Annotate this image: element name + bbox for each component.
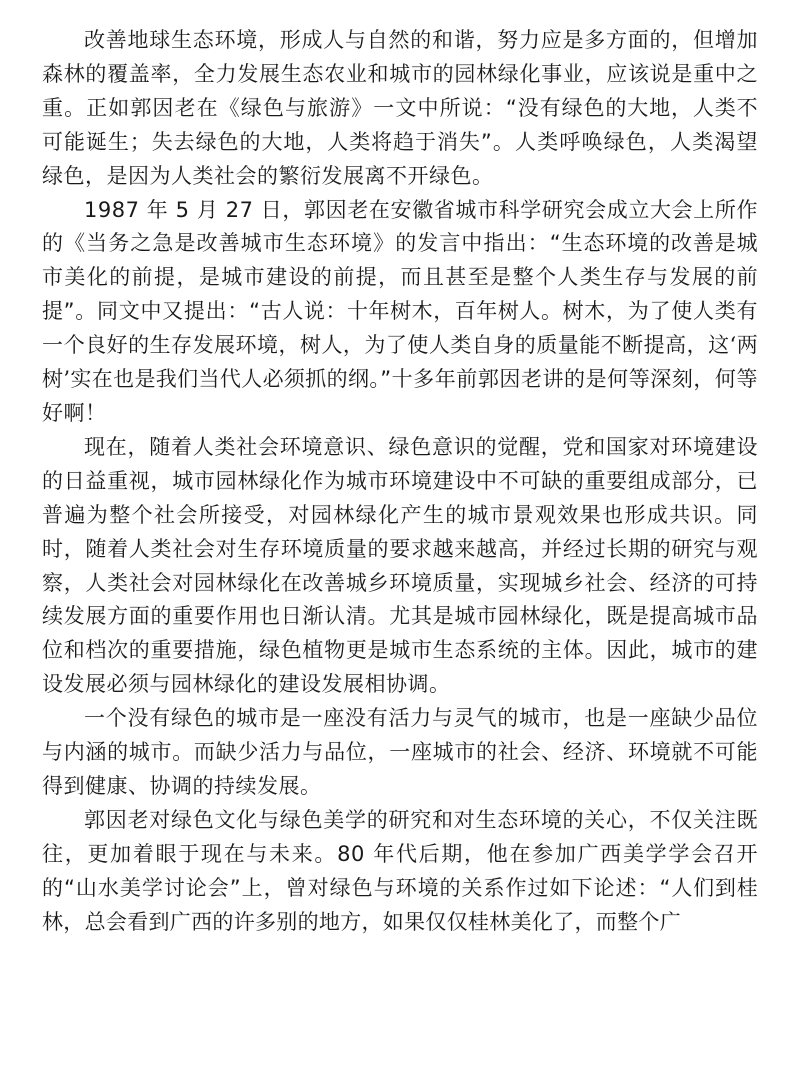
quoted-text: 古人说：十年树木，百年树人。 xyxy=(260,299,563,324)
paragraph xyxy=(42,194,758,431)
paragraph xyxy=(42,24,758,194)
body-text: 一个没有绿色的城市是一座没有活力与灵气的城市，也是一座缺少品位与内涵的城市。而缺少活力与品位，一座城市的社会、经济、环境就不可能得到健康、协调的持续发展。 xyxy=(42,706,758,798)
body-text: 郭因老对绿色文化与绿色美学的研究和对生态环境的关心，不仅关注既往，更加着眼于现在与未来。80 年代后期，他在参加广西美学学会召开的“山水美学讨论会”上，曾对绿色与环境的关系作过如下论述：“ xyxy=(42,807,758,900)
quoted-text: 个良好的生存发展环境，树人，为了使人类自身的质量能不断提高，这‘两树’实在也是我们当代人必须抓的纲。 xyxy=(42,333,759,392)
quoted-text: 生态环境的改善是城市美化的前提，是城市建设的前提，而且甚至是整个人类生存与发展的前提 xyxy=(42,231,758,324)
paragraph xyxy=(42,431,758,702)
body-text: ”。人类呼唤绿色，人类渴望绿色，是因为人类社会的繁衍发展离不开绿色。 xyxy=(42,129,758,188)
quoted-text: 没有绿色的大地，人类不可能诞生；失去绿色的大地，人类将趋于消失 xyxy=(42,95,758,154)
paragraph xyxy=(42,804,758,940)
paragraph xyxy=(42,702,758,804)
body-text: ”。同文中又提出：“ xyxy=(63,299,261,324)
quoted-text: 人们到桂林，总会看到广西的许多别的地方，如果仅仅桂林美化了，而整个广 xyxy=(42,875,759,934)
body-text: ”十多年前郭因老讲的是何等深刻，何等好啊！ xyxy=(42,367,758,425)
body-text: 改善地球生态环境，形成人与自然的和谐，努力应是多方面的，但增加森林的覆盖率，全力发展生态农业和城市的园林绿化事业，应该说是重中之重。正如郭因老在《绿色与旅游》一文中所说：“ xyxy=(42,28,758,120)
body-text: 树木，为了使人类有一 xyxy=(42,299,758,358)
body-text: 1987 年 5 月 27 日，郭因老在安徽省城市科学研究会成立大会上所作的《当务之急是改善城市生态环境》的发言中指出：“ xyxy=(42,197,758,256)
body-text: 现在，随着人类社会环境意识、绿色意识的觉醒，党和国家对环境建设的日益重视，城市园林绿化作为城市环境建设中不可缺的重要组成部分，已普遍为整个社会所接受，对园林绿化产生的城市景观效果也形成共识。同时，随着人类社会对生存环境质量的要求越来越高，并经过长期的研究与观察，人类社会对园林绿化在改善城乡环境质量，实现城乡社会、经济的可持续发展方面的重要作用也日渐认清。尤其是城市园林绿化，既是提高城市品位和档次的重要措施，绿色植物更是城市生态系统的主体。因此，城市的建设发展必须与园林绿化的建设发展相协调。 xyxy=(42,434,758,697)
